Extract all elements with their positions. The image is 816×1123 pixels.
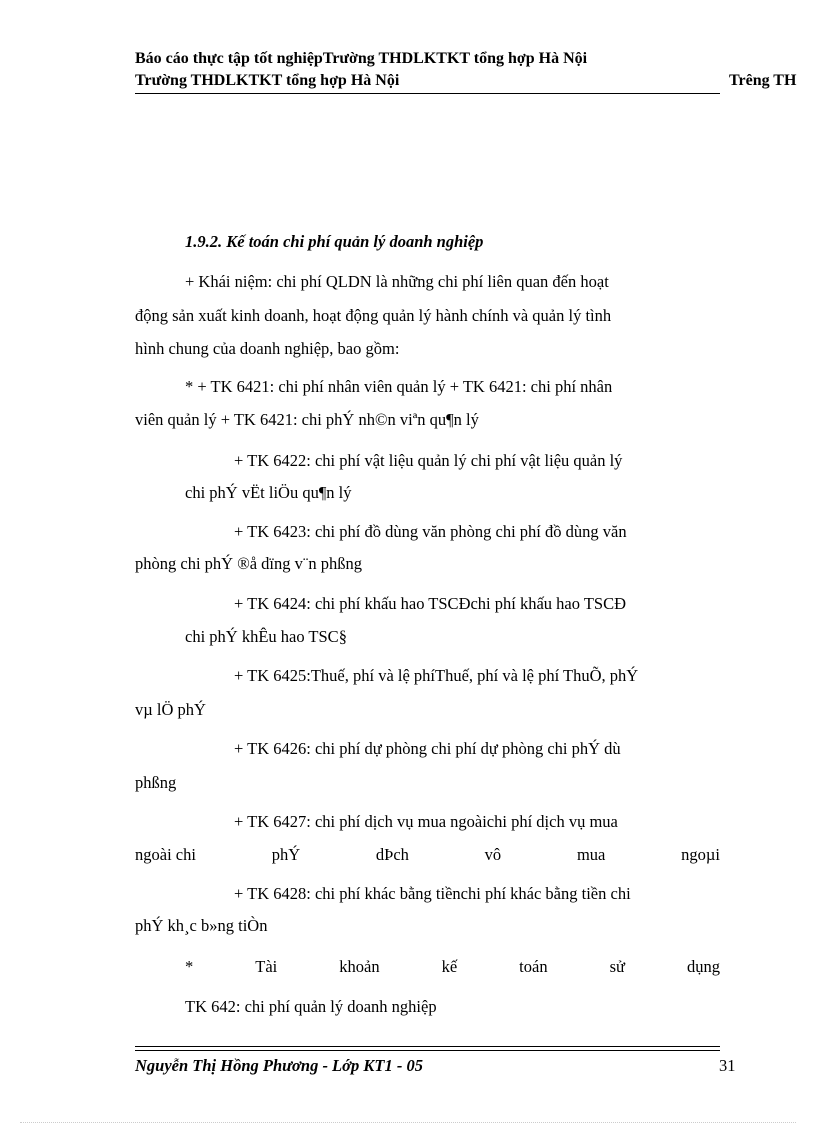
section-heading: 1.9.2. Kế toán chi phí quản lý doanh nghiệp bbox=[185, 232, 484, 251]
tk6422-line2: chi phÝ vËt liÖu qu¶n lý bbox=[185, 483, 352, 502]
header-right-fragment: Trêng TH bbox=[729, 72, 797, 89]
tk6424-line1: + TK 6424: chi phí khấu hao TSCĐchi phí khấu hao TSCĐ bbox=[234, 594, 626, 613]
tk6423-line1: + TK 6423: chi phí đồ dùng văn phòng chi phí đồ dùng văn bbox=[234, 522, 627, 541]
tk6425-line1: + TK 6425:Thuế, phí và lệ phíThuế, phí và lệ phí ThuÕ, phÝ bbox=[234, 666, 639, 685]
tk6424-line2: chi phÝ khÊu hao TSC§ bbox=[185, 627, 347, 646]
tk6427-word: ngoài chi bbox=[135, 845, 196, 864]
page-number: 31 bbox=[719, 1056, 736, 1075]
paragraph-definition-line3: hình chung của doanh nghiệp, bao gồm: bbox=[135, 339, 400, 358]
footer-rule-bottom bbox=[135, 1050, 720, 1051]
header-title-line2: Trường THDLKTKT tổng hợp Hà Nội bbox=[135, 72, 400, 89]
tk6427-word: ngoµi bbox=[681, 845, 720, 864]
account-word: dụng bbox=[686, 957, 720, 976]
tk6428-line1: + TK 6428: chi phí khác bằng tiềnchi phí khác bằng tiền chi bbox=[234, 884, 631, 903]
paragraph-definition-line2: động sản xuất kinh doanh, hoạt động quản lý hành chính và quản lý tình bbox=[135, 306, 612, 325]
header-rule bbox=[135, 93, 720, 94]
account-word: toán bbox=[519, 957, 548, 976]
account-word: kế bbox=[441, 957, 458, 976]
tk6427-line1: + TK 6427: chi phí dịch vụ mua ngoàichi phí dịch vụ mua bbox=[234, 812, 618, 831]
footer-rule-top bbox=[135, 1046, 720, 1047]
account-word: * bbox=[185, 957, 194, 976]
tk6427-line2 bbox=[135, 845, 720, 865]
tk6427-word: vô bbox=[484, 845, 502, 864]
tk6426-line2: phßng bbox=[135, 773, 177, 792]
account-tk642: TK 642: chi phí quản lý doanh nghiệp bbox=[185, 997, 437, 1016]
tk6427-word: dÞch bbox=[375, 845, 409, 864]
account-heading-line bbox=[185, 957, 720, 977]
tk6427-word: mua bbox=[576, 845, 606, 864]
tk6427-word: phÝ bbox=[271, 845, 301, 864]
tk6425-line2: vµ lÖ phÝ bbox=[135, 700, 206, 719]
tk6421-line2: viên quản lý + TK 6421: chi phÝ nh©n viªn qu¶n lý bbox=[135, 410, 479, 429]
tk6426-line1: + TK 6426: chi phí dự phòng chi phí dự phòng chi phÝ dù bbox=[234, 739, 621, 758]
account-word: khoản bbox=[339, 957, 380, 976]
account-word: Tài bbox=[255, 957, 278, 976]
header-title-line1: Báo cáo thực tập tốt nghiệpTrường THDLKTKT tổng hợp Hà Nội bbox=[135, 50, 588, 67]
tk6422-line1: + TK 6422: chi phí vật liệu quản lý chi phí vật liệu quản lý bbox=[234, 451, 623, 470]
tk6428-line2: phÝ kh¸c b»ng tiÒn bbox=[135, 916, 268, 935]
paragraph-definition-line1: + Khái niệm: chi phí QLDN là những chi phí liên quan đến hoạt bbox=[185, 272, 609, 291]
tk6421-line1: * + TK 6421: chi phí nhân viên quản lý + TK 6421: chi phí nhân bbox=[185, 377, 613, 396]
tk6423-line2: phòng chi phÝ ®å dïng v¨n phßng bbox=[135, 554, 363, 573]
footer-author: Nguyễn Thị Hồng Phương - Lớp KT1 - 05 bbox=[135, 1056, 423, 1075]
account-word: sử bbox=[609, 957, 625, 976]
